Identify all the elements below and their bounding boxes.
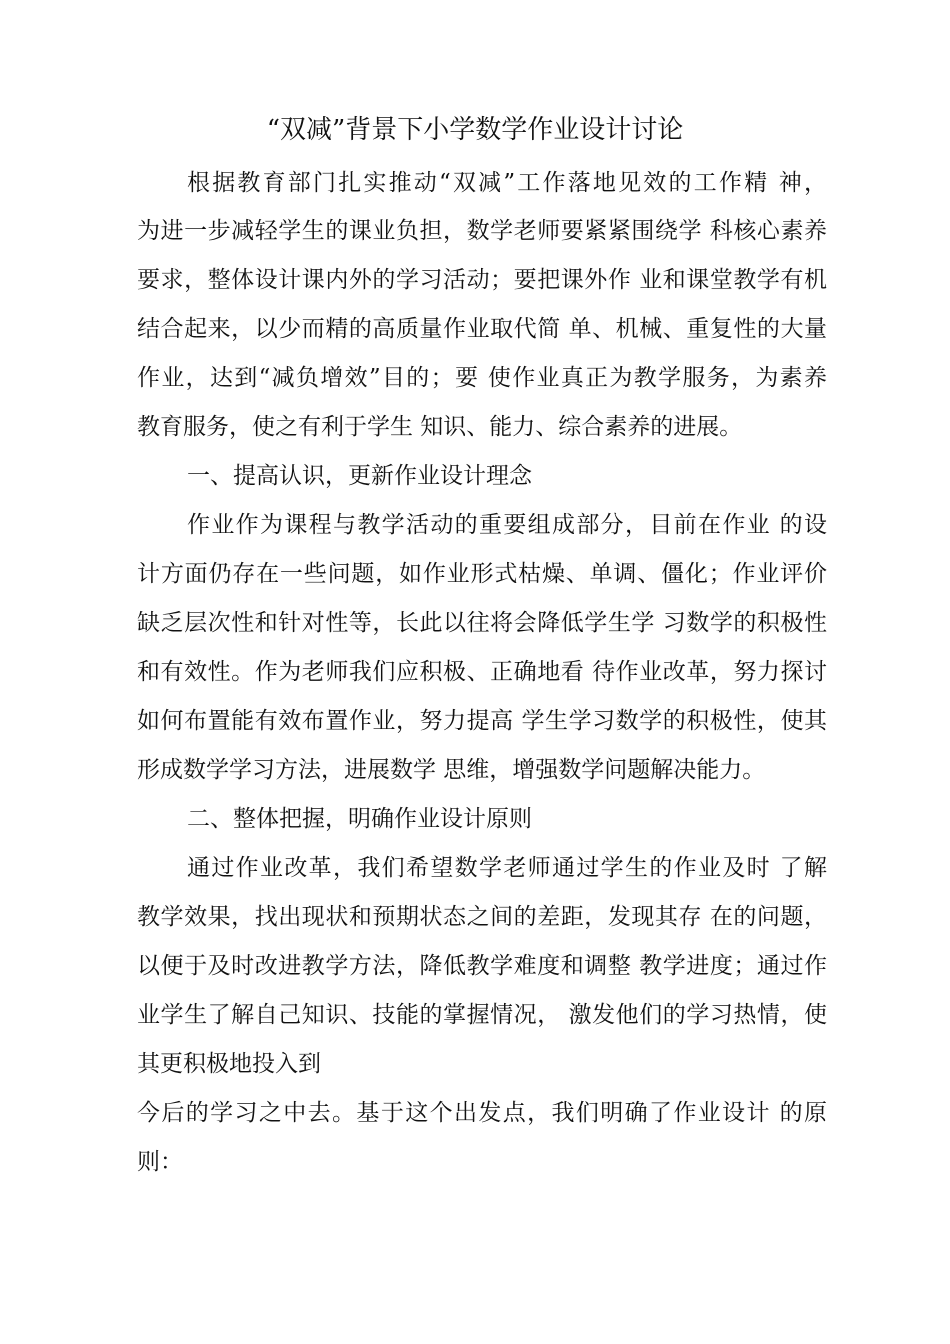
paragraph-2-line-4: 和有效性。作为老师我们应积极、正确地看 待作业改革，努力探讨 — [137, 659, 827, 685]
paragraph-2-line-5: 如何布置能有效布置作业，努力提高 学生学习数学的积极性，使其 — [137, 708, 827, 734]
paragraph-2-line-1: 作业作为课程与教学活动的重要组成部分，目前在作业 的设 — [187, 512, 827, 538]
paragraph-3-line-5: 其更积极地投入到 — [137, 1051, 321, 1077]
paragraph-3-line-2: 教学效果，找出现状和预期状态之间的差距，发现其存 在的问题， — [137, 904, 827, 930]
document-title: “双减”背景下小学数学作业设计讨论 — [266, 115, 684, 145]
paragraph-4-line-2: 则： — [137, 1149, 183, 1175]
paragraph-1-line-2: 为进一步减轻学生的课业负担，数学老师要紧紧围绕学 科核心素养 — [137, 218, 827, 244]
paragraph-2-line-2: 计方面仍存在一些问题，如作业形式枯燥、单调、僵化；作业评价 — [137, 561, 827, 587]
paragraph-1-line-1: 根据教育部门扎实推动“双减”工作落地见效的工作精 神， — [187, 170, 827, 196]
paragraph-2-line-3: 缺乏层次性和针对性等，长此以往将会降低学生学 习数学的积极性 — [137, 610, 827, 636]
paragraph-3-line-3: 以便于及时改进教学方法，降低教学难度和调整 教学进度；通过作 — [137, 953, 827, 979]
section-heading-1: 一、提高认识，更新作业设计理念 — [187, 463, 532, 489]
paragraph-1-line-6: 教育服务，使之有利于学生 知识、能力、综合素养的进展。 — [137, 414, 743, 440]
paragraph-3-line-1: 通过作业改革，我们希望数学老师通过学生的作业及时 了解 — [187, 855, 827, 881]
paragraph-1-line-4: 结合起来，以少而精的高质量作业取代简 单、机械、重复性的大量 — [137, 316, 827, 342]
paragraph-3-line-4: 业学生了解自己知识、技能的掌握情况， 激发他们的学习热情，使 — [137, 1002, 827, 1028]
paragraph-4-line-1: 今后的学习之中去。基于这个出发点，我们明确了作业设计 的原 — [137, 1100, 827, 1126]
paragraph-2-line-6: 形成数学学习方法，进展数学 思维，增强数学问题解决能力。 — [137, 757, 766, 783]
section-heading-2: 二、整体把握，明确作业设计原则 — [187, 806, 532, 832]
paragraph-1-line-3: 要求，整体设计课内外的学习活动；要把课外作 业和课堂教学有机 — [137, 267, 827, 293]
paragraph-1-line-5: 作业，达到“减负增效”目的；要 使作业真正为教学服务，为素养 — [137, 365, 827, 391]
